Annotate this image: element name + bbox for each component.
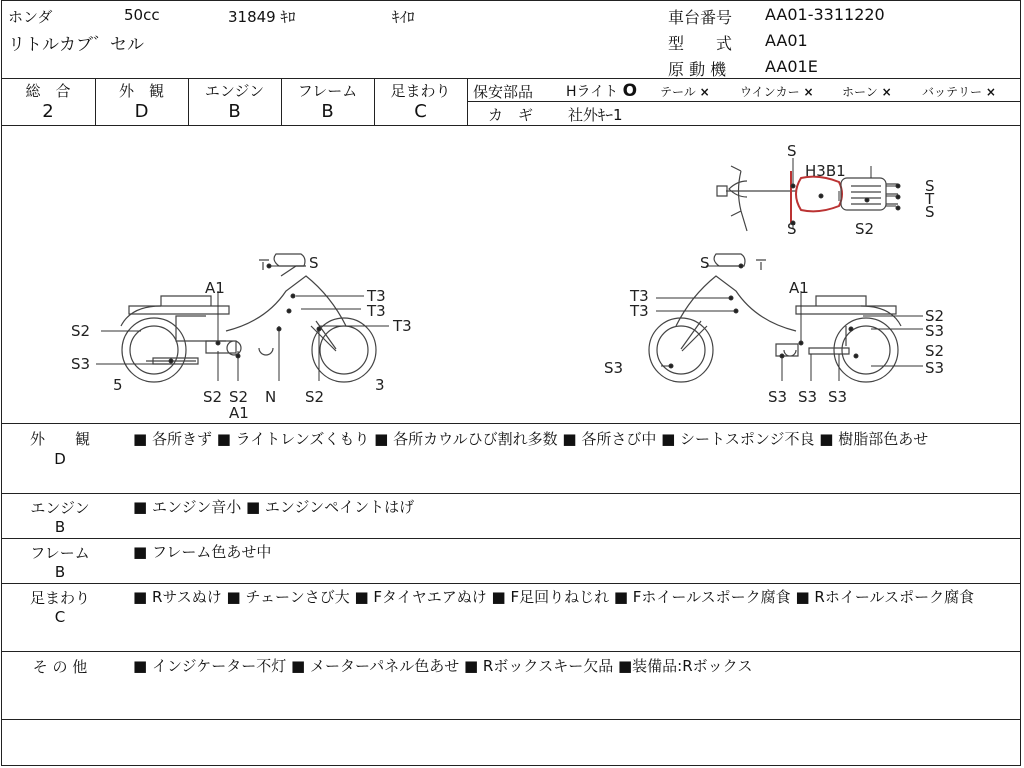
safety-item-tail: テール × <box>660 85 710 99</box>
suspension-grade-label: 足まわり <box>390 82 451 100</box>
note-label-exterior: 外 観 <box>29 430 90 448</box>
divider <box>1 493 1021 494</box>
note-text-suspension: ■ Rサスぬけ ■ チェーンさび大 ■ Fタイヤエアぬけ ■ F足回りねじれ ■ Fホイールスポーク腐食 ■ Rホイールスポーク腐食 <box>133 588 975 606</box>
diagram-label: T3 <box>367 287 386 305</box>
diagram-label: H3B1 <box>805 162 846 180</box>
divider <box>467 101 1021 102</box>
note-label-engine: エンジン <box>30 499 90 517</box>
key-value: 社外ｷｰ1 <box>568 106 623 124</box>
note-grade-frame: B <box>54 563 66 581</box>
diagram-label: 3 <box>375 376 385 394</box>
diagram-label: S3 <box>828 388 848 406</box>
diagram-label: 5 <box>113 376 123 394</box>
divider <box>1 719 1021 720</box>
chassis-label: 車台番号 <box>668 8 733 27</box>
divider <box>1 78 1021 79</box>
left-side-bike <box>121 254 376 382</box>
frame-grade-value: B <box>321 101 334 122</box>
type-label: 型 式 <box>668 34 733 53</box>
note-label-other: そ の 他 <box>32 658 88 676</box>
diagram-label: S <box>700 254 710 272</box>
overall-label: 総 合 <box>25 82 71 100</box>
divider <box>1 423 1021 424</box>
diagram-label: T3 <box>367 302 386 320</box>
diagram-label: S2 <box>305 388 325 406</box>
chassis-value: AA01-3311220 <box>765 5 885 24</box>
right-side-bike <box>649 254 901 382</box>
engine-grade-label: エンジン <box>204 82 265 100</box>
diagram-label: S3 <box>71 355 91 373</box>
safety-item-horn: ホーン × <box>842 85 892 99</box>
diagram-label: S3 <box>925 322 945 340</box>
diagram-label: S2 <box>925 307 945 325</box>
engine-grade-value: B <box>228 101 241 122</box>
engine-model-value: AA01E <box>765 57 818 76</box>
diagram-label: T3 <box>630 302 649 320</box>
diagram-label: S <box>787 142 797 160</box>
safety-item-headlight: Hライト O <box>566 81 638 101</box>
maker: ホンダ <box>8 8 53 26</box>
displacement: 50cc <box>124 6 160 24</box>
safety-label: 保安部品 <box>473 83 534 101</box>
diagram-label: T <box>925 190 935 208</box>
note-grade-engine: B <box>54 518 66 536</box>
diagram-label: A1 <box>789 279 809 297</box>
diagram-label: S <box>925 203 935 221</box>
diagram-label: S2 <box>71 322 91 340</box>
diagram-label: S3 <box>925 359 945 377</box>
overall-value: 2 <box>42 101 54 122</box>
divider <box>1 538 1021 539</box>
diagram-label: S <box>309 254 319 272</box>
diagram-label: S3 <box>798 388 818 406</box>
suspension-grade-value: C <box>414 101 427 122</box>
model-name: リトルカブ゛セル <box>8 35 144 55</box>
exterior-label: 外 観 <box>118 82 164 100</box>
safety-item-winker: ウインカー × <box>740 85 814 99</box>
diagram-label: S3 <box>768 388 788 406</box>
diagram-label: S2 <box>925 342 945 360</box>
key-label: カ ギ <box>488 106 534 124</box>
diagram-label: S2 <box>229 388 249 406</box>
note-grade-suspension: C <box>54 608 66 626</box>
diagram-label: S2 <box>203 388 223 406</box>
diagram-label: N <box>265 388 277 406</box>
divider <box>1 583 1021 584</box>
diagram-label: T3 <box>630 287 649 305</box>
exterior-value: D <box>134 101 149 122</box>
note-text-other: ■ インジケーター不灯 ■ メーターパネル色あせ ■ Rボックスキー欠品 ■装備品:Rボックス <box>133 657 753 675</box>
mileage: 31849 ｷﾛ <box>228 8 296 26</box>
diagram-label: S <box>787 220 797 238</box>
note-text-exterior: ■ 各所きず ■ ライトレンズくもり ■ 各所カウルひび割れ多数 ■ 各所さび中 ■ シートスポンジ不良 ■ 樹脂部色あせ <box>133 430 929 448</box>
engine-model-label: 原 動 機 <box>668 60 727 79</box>
damage-diagram <box>1 126 1021 423</box>
divider <box>1 651 1021 652</box>
safety-item-battery: バッテリー × <box>922 85 996 99</box>
mileage-unit: ｷｲﾛ <box>392 8 415 26</box>
diagram-label: S <box>925 177 935 195</box>
type-value: AA01 <box>765 31 808 50</box>
diagram-label: A1 <box>205 279 225 297</box>
note-text-engine: ■ エンジン音小 ■ エンジンペイントはげ <box>133 498 415 516</box>
note-text-frame: ■ フレーム色あせ中 <box>133 543 272 561</box>
note-label-frame: フレーム <box>30 544 90 562</box>
frame-grade-label: フレーム <box>297 82 358 100</box>
diagram-label: S3 <box>604 359 624 377</box>
note-grade-exterior: D <box>54 450 66 468</box>
diagram-label: A1 <box>229 404 249 422</box>
diagram-label: T3 <box>393 317 412 335</box>
diagram-label: S2 <box>855 220 875 238</box>
note-label-suspension: 足まわり <box>29 589 90 607</box>
